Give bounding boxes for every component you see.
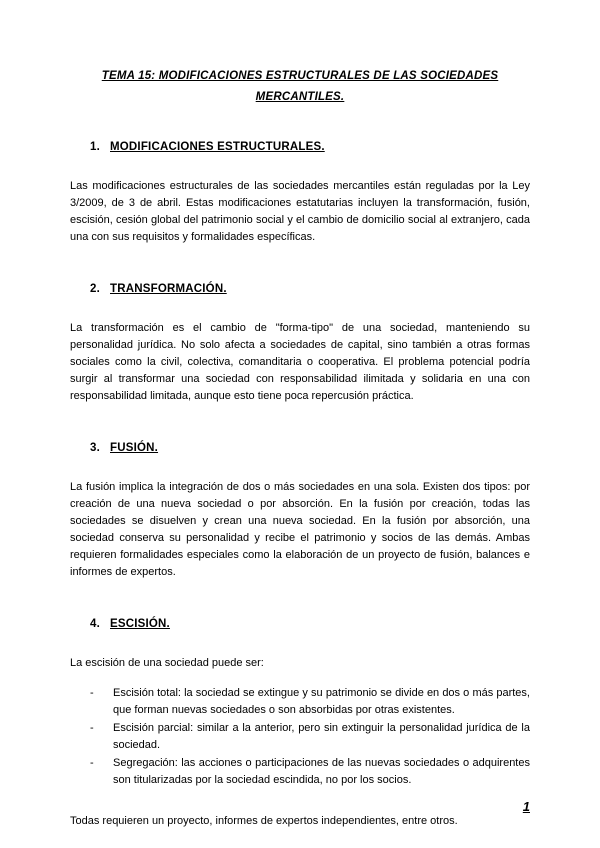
title-line-2: MERCANTILES. xyxy=(255,91,345,104)
section-2-title: TRANSFORMACIÓN. xyxy=(110,282,227,295)
section-4-intro-paragraph: La escisión de una sociedad puede ser: xyxy=(70,656,264,669)
bullet-dash: - xyxy=(90,756,94,769)
page-number: 1 xyxy=(522,799,530,814)
section-1-heading xyxy=(70,141,530,153)
bullet-text: Escisión parcial: similar a la anterior, pero sin extinguir la personalidad jurídica de la sociedad. xyxy=(113,721,530,751)
section-4-number: 4. xyxy=(90,617,100,630)
section-3-title: FUSIÓN. xyxy=(110,441,159,454)
section-1-number: 1. xyxy=(90,140,100,153)
section-2-heading xyxy=(70,283,530,295)
bullet-dash: - xyxy=(90,686,94,699)
bullet-dash: - xyxy=(90,721,94,734)
section-2-number: 2. xyxy=(90,282,100,295)
bullet-item-escision-total xyxy=(90,685,530,719)
bullet-text: Segregación: las acciones o participaciones de las nuevas sociedades o adquirentes son titularizadas por la sociedad escindida, no por los socios. xyxy=(113,756,530,786)
section-4-title: ESCISIÓN. xyxy=(110,617,170,630)
section-1-title: MODIFICACIONES ESTRUCTURALES. xyxy=(110,140,325,153)
section-3-heading xyxy=(70,442,530,454)
section-1-paragraph: Las modificaciones estructurales de las sociedades mercantiles están reguladas por la Ley 3/2009, de 3 de abril. Estas modificaciones estatutarias incluyen la transformación, fusión, escisión, cesión global del patrimonio social y el cambio de domicilio social al extranjero, cada una con sus requisitos y formalidades específicas. xyxy=(70,179,530,243)
closing-paragraph: Todas requieren un proyecto, informes de expertos independientes, entre otros. xyxy=(70,814,458,827)
title-line-1: TEMA 15: MODIFICACIONES ESTRUCTURALES DE LAS SOCIEDADES xyxy=(101,70,499,82)
section-3-number: 3. xyxy=(90,441,100,454)
section-2-paragraph: La transformación es el cambio de "forma-tipo" de una sociedad, manteniendo su personalidad jurídica. No solo afecta a sociedades de capital, sino también a otras formas sociales como la civil, colectiva, comanditaria o cooperativa. El problema potencial podría surgir al transformar una sociedad con responsabilidad ilimitada y solidaria en una con responsabilidad limitada, aunque esto tiene poca repercusión práctica. xyxy=(70,321,530,402)
bullet-item-segregacion xyxy=(90,755,530,789)
bullet-text: Escisión total: la sociedad se extingue y su patrimonio se divide en dos o más partes, que forman nuevas sociedades o son absorbidas por otras existentes. xyxy=(113,686,530,716)
document-title xyxy=(70,66,530,109)
section-3-paragraph: La fusión implica la integración de dos o más sociedades en una sola. Existen dos tipos: por creación de una nueva sociedad o por absorción. En la fusión por creación, todas las sociedades se disuelven y crean una nueva sociedad. En la fusión por absorción, una sociedad conserva su personalidad y recibe el patrimonio y socios de las demás. Ambas requieren formalidades especiales como la elaboración de un proyecto de fusión, balances e informes de expertos. xyxy=(70,480,530,578)
section-4-heading xyxy=(70,618,530,630)
escision-bullet-list xyxy=(70,685,530,789)
bullet-item-escision-parcial xyxy=(90,720,530,754)
